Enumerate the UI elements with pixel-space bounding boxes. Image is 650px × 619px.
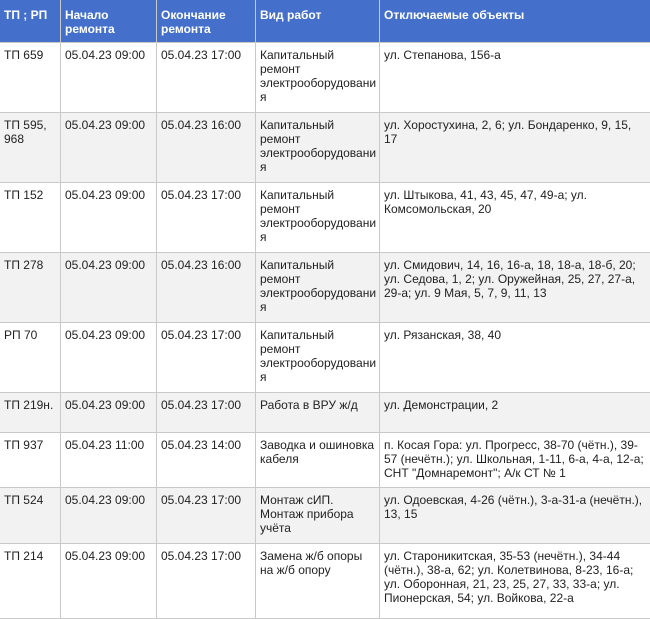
cell-works: Заводка и ошиновка кабеля [256, 433, 380, 488]
cell-start: 05.04.23 09:00 [61, 323, 157, 393]
cell-start: 05.04.23 09:00 [61, 544, 157, 619]
cell-substation: ТП 219н. [0, 393, 61, 433]
cell-substation: ТП 152 [0, 183, 61, 253]
cell-start: 05.04.23 11:00 [61, 433, 157, 488]
cell-start: 05.04.23 09:00 [61, 393, 157, 433]
header-end: Окончание ремонта [157, 0, 256, 43]
cell-works: Капитальный ремонт электрооборудования [256, 323, 380, 393]
cell-substation: РП 70 [0, 323, 61, 393]
cell-objects: ул. Рязанская, 38, 40 [380, 323, 650, 393]
cell-start: 05.04.23 09:00 [61, 488, 157, 544]
cell-objects: ул. Демонстрации, 2 [380, 393, 650, 433]
cell-end: 05.04.23 17:00 [157, 183, 256, 253]
cell-works: Капитальный ремонт электрооборудования [256, 113, 380, 183]
table-row [0, 253, 650, 323]
cell-end: 05.04.23 17:00 [157, 323, 256, 393]
cell-works: Работа в ВРУ ж/д [256, 393, 380, 433]
cell-end: 05.04.23 17:00 [157, 393, 256, 433]
cell-objects: ул. Смидович, 14, 16, 16-а, 18, 18-а, 18-б, 20; ул. Седова, 1, 2; ул. Оружейная, 25, 27, 27-а, 29-а; ул. 9 Мая, 5, 7, 9, 11, 13 [380, 253, 650, 323]
table-row [0, 433, 650, 488]
header-works: Вид работ [256, 0, 380, 43]
header-substation: ТП ; РП [0, 0, 61, 43]
header-objects: Отключаемые объекты [380, 0, 650, 43]
cell-works: Капитальный ремонт электрооборудования [256, 183, 380, 253]
cell-substation: ТП 278 [0, 253, 61, 323]
table-row [0, 544, 650, 619]
table-row [0, 113, 650, 183]
cell-start: 05.04.23 09:00 [61, 43, 157, 113]
cell-works: Капитальный ремонт электрооборудования [256, 43, 380, 113]
cell-start: 05.04.23 09:00 [61, 253, 157, 323]
cell-start: 05.04.23 09:00 [61, 183, 157, 253]
cell-substation: ТП 214 [0, 544, 61, 619]
cell-end: 05.04.23 16:00 [157, 113, 256, 183]
cell-end: 05.04.23 17:00 [157, 43, 256, 113]
cell-works: Капитальный ремонт электрооборудования [256, 253, 380, 323]
cell-substation: ТП 524 [0, 488, 61, 544]
cell-end: 05.04.23 17:00 [157, 544, 256, 619]
cell-substation: ТП 937 [0, 433, 61, 488]
cell-end: 05.04.23 16:00 [157, 253, 256, 323]
cell-objects: ул. Одоевская, 4-26 (чётн.), 3-а-31-а (нечётн.), 13, 15 [380, 488, 650, 544]
cell-objects: ул. Штыкова, 41, 43, 45, 47, 49-а; ул. Комсомольская, 20 [380, 183, 650, 253]
cell-substation: ТП 595, 968 [0, 113, 61, 183]
table-row [0, 43, 650, 113]
cell-objects: ул. Староникитская, 35-53 (нечётн.), 34-44 (чётн.), 38-а, 62; ул. Колетвинова, 8-23, 16-а; ул. Оборонная, 21, 23, 25, 27, 33, 33-а; ул. Пионерская, 54; ул. Войкова, 22-а [380, 544, 650, 619]
table-row [0, 183, 650, 253]
table-row [0, 488, 650, 544]
cell-start: 05.04.23 09:00 [61, 113, 157, 183]
cell-objects: п. Косая Гора: ул. Прогресс, 38-70 (чётн.), 39-57 (нечётн.); ул. Школьная, 1-11, 6-а, 4-а, 12-а; СНТ "Домнаремонт"; А/к СТ № 1 [380, 433, 650, 488]
cell-substation: ТП 659 [0, 43, 61, 113]
table-row [0, 323, 650, 393]
cell-objects: ул. Степанова, 156-а [380, 43, 650, 113]
table-header-row [0, 0, 650, 43]
cell-end: 05.04.23 17:00 [157, 488, 256, 544]
cell-end: 05.04.23 14:00 [157, 433, 256, 488]
header-start: Начало ремонта [61, 0, 157, 43]
cell-works: Монтаж сИП. Монтаж прибора учёта [256, 488, 380, 544]
cell-objects: ул. Хоростухина, 2, 6; ул. Бондаренко, 9, 15, 17 [380, 113, 650, 183]
cell-works: Замена ж/б опоры на ж/б опору [256, 544, 380, 619]
table-row [0, 393, 650, 433]
